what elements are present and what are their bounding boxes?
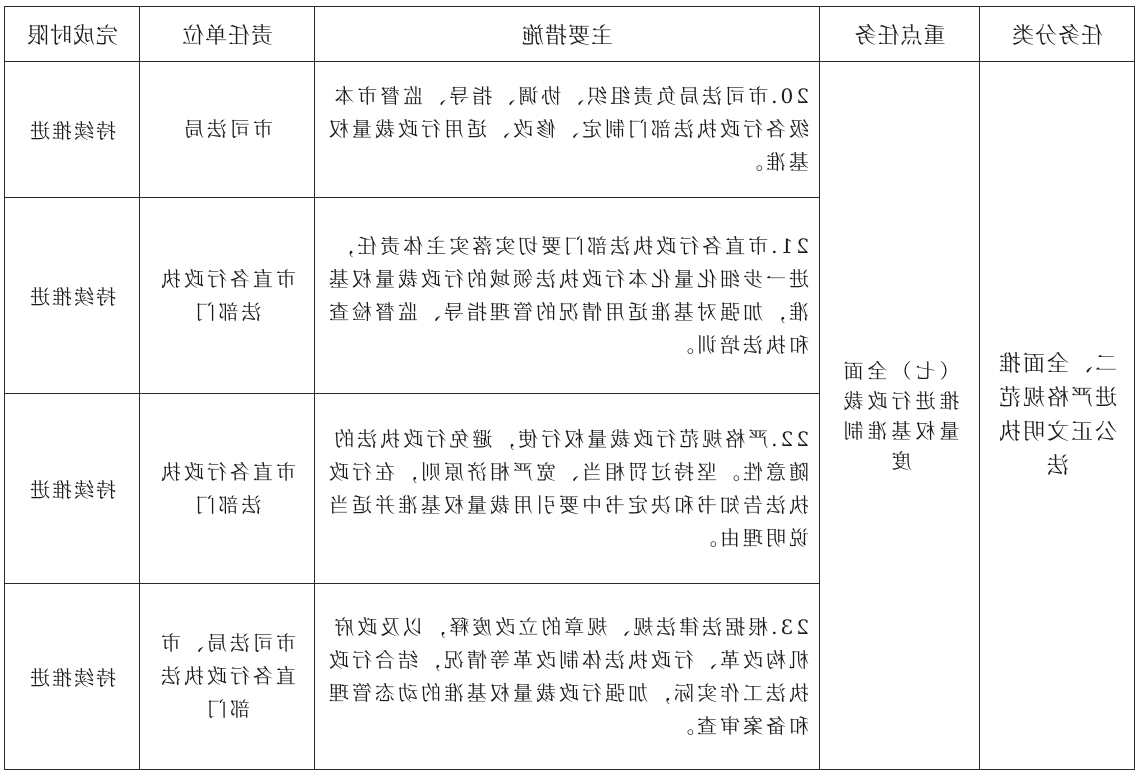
table-header-row — [5, 7, 1135, 62]
deadline-cell: 持续推进 — [5, 394, 140, 584]
measure-cell: 21.市直各行政执法部门要切实落实主体责任，进一步细化量化本行政执法领域的行政裁量权基准，加强对基准适用情况的管理指导、监督检查和执法培训。 — [315, 198, 820, 394]
header-measures: 主要措施 — [315, 7, 820, 62]
header-deadline: 完成时限 — [5, 7, 140, 62]
deadline-cell: 持续推进 — [5, 198, 140, 394]
deadline-cell: 持续推进 — [5, 62, 140, 198]
unit-cell: 市司法局 — [140, 62, 315, 198]
measure-cell: 23.根据法律法规、规章的立改废释，以及政府机构改革、行政执法体制改革等情况，结合行政执法工作实际，加强行政裁量权基准的动态管理和备案审查。 — [315, 584, 820, 770]
unit-cell: 市直各行政执法部门 — [140, 198, 315, 394]
key-task-cell: （七）全面推进行政裁量权基准制度 — [820, 62, 980, 770]
header-unit: 责任单位 — [140, 7, 315, 62]
table-row — [5, 62, 1135, 198]
header-key-task: 重点任务 — [820, 7, 980, 62]
measure-cell: 20.市司法局负责组织、协调、指导、监督市本级各行政执法部门制定、修改、适用行政裁量权基准。 — [315, 62, 820, 198]
header-category: 任务分类 — [980, 7, 1135, 62]
deadline-cell: 持续推进 — [5, 584, 140, 770]
measure-cell: 22.严格规范行政裁量权行使，避免行政执法的随意性。坚持过罚相当、宽严相济原则，在行政执法告知书和决定书中要引用裁量权基准并适当说明理由。 — [315, 394, 820, 584]
unit-cell: 市司法局、市直各行政执法部门 — [140, 584, 315, 770]
unit-cell: 市直各行政执法部门 — [140, 394, 315, 584]
category-cell: 二、全面推进严格规范公正文明执法 — [980, 62, 1135, 770]
task-table — [4, 6, 1135, 770]
